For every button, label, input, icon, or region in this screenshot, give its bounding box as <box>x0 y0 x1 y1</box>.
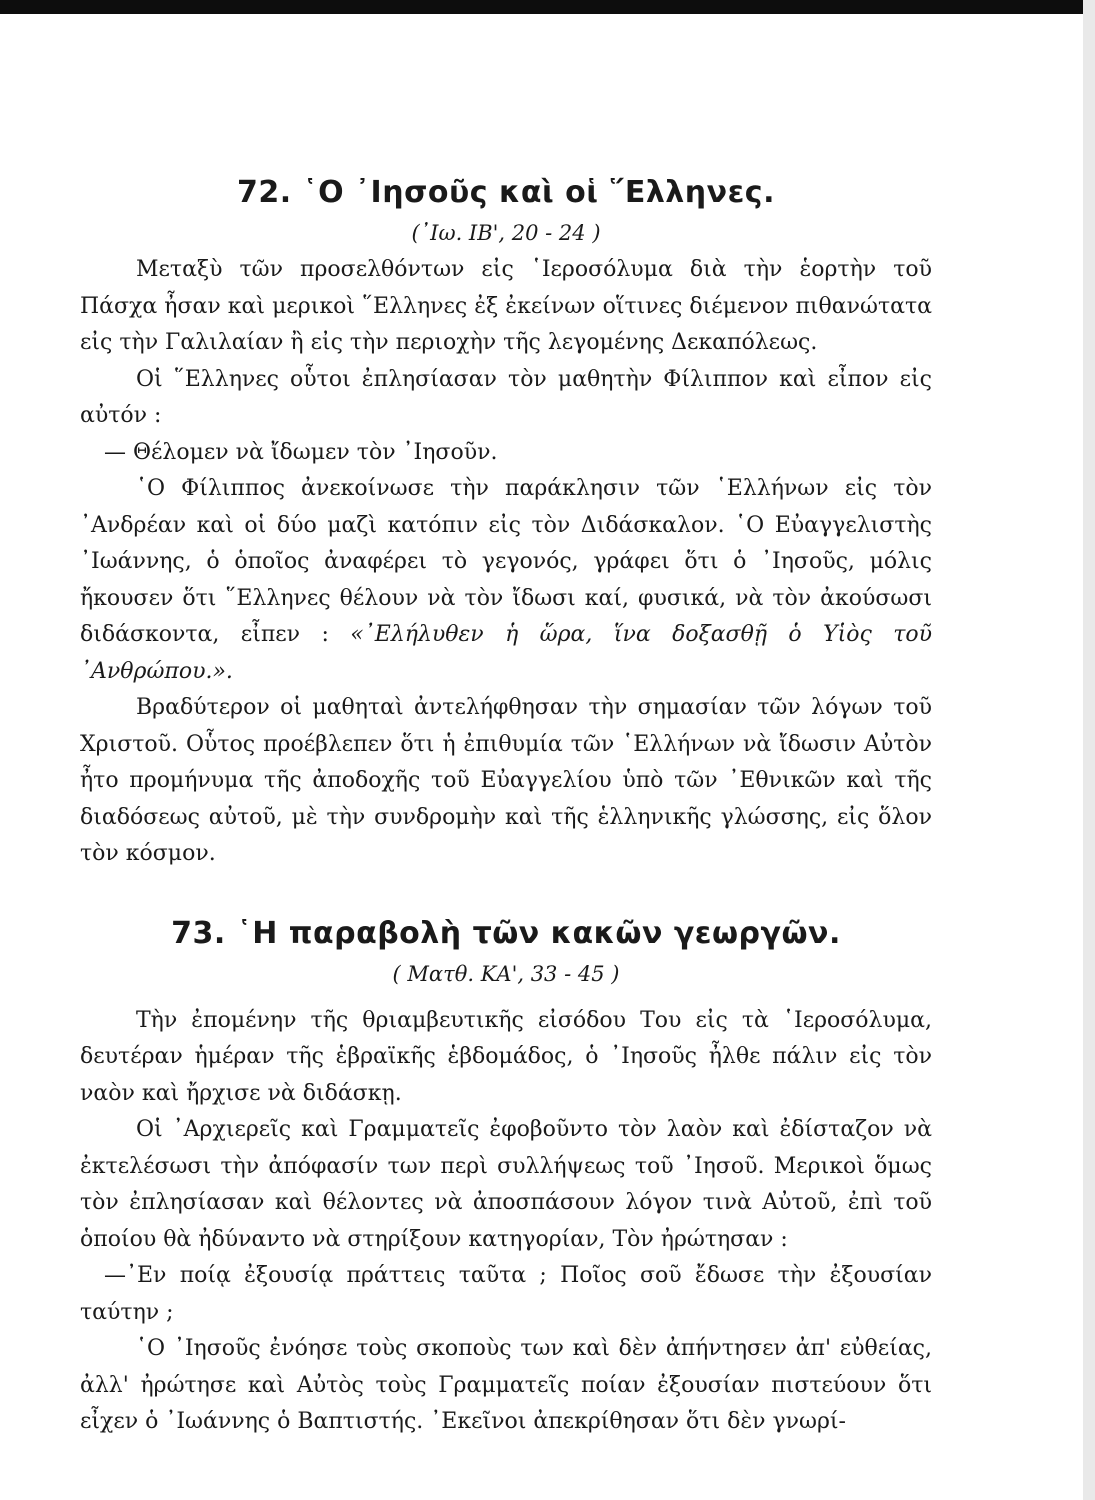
paragraph: Μεταξὺ τῶν προσελθόντων εἰς ῾Ιεροσόλυμα διὰ τὴν ἑορτὴν τοῦ Πάσχα ἦσαν καὶ μερικοὶ ῞Ελληνες ἐξ ἐκείνων οἵτινες διέμενον πιθανώτατα εἰς τὴν Γαλιλαίαν ἢ εἰς τὴν περιοχὴν τῆς λεγομένης Δεκαπόλεως. <box>80 257 932 355</box>
dialogue-line: — Θέλομεν νὰ ἴδωμεν τὸν ᾿Ιησοῦν. <box>104 439 498 465</box>
book-page <box>80 170 932 1441</box>
paragraph: Οἱ ῞Ελληνες οὗτοι ἐπλησίασαν τὸν μαθητὴν Φίλιππον καὶ εἶπον εἰς αὐτόν : <box>80 366 932 428</box>
paragraph <box>80 471 932 690</box>
scan-right-edge <box>1083 0 1095 1500</box>
quotation: «᾿Ελήλυθεν ἡ ὥρα, ἵνα δοξασθῇ ὁ Υἱὸς τοῦ ᾿Ανθρώπου.». <box>80 622 932 684</box>
paragraph-text: ῾Ο Φίλιππος ἀνεκοίνωσε τὴν παράκλησιν τῶν ῾Ελλήνων εἰς τὸν ᾿Ανδρέαν καὶ οἱ δύο μαζὶ κατόπιν εἰς τὸν Διδάσκαλον. ῾Ο Εὐαγγελιστὴς ᾿Ιωάννης, ὁ ὁποῖος ἀναφέρει τὸ γεγονός, γράφει ὅτι ὁ ᾿Ιησοῦς, μόλις ἤκουσεν ὅτι ῞Ελληνες θέλουν νὰ τὸν ἴδωσι καί, φυσικά, νὰ τὸν ἀκούσωσι διδάσκοντα, εἶπεν : <box>80 476 932 647</box>
dialogue-line: —᾿Εν ποίᾳ ἐξουσίᾳ πράττεις ταῦτα ; Ποῖος σοῦ ἔδωσε τὴν ἐξουσίαν ταύτην ; <box>80 1263 932 1325</box>
section-title: 73. ῾Η παραβολὴ τῶν κακῶν γεωργῶν. <box>171 915 841 951</box>
paragraph: Βραδύτερον οἱ μαθηταὶ ἀντελήφθησαν τὴν σημασίαν τῶν λόγων τοῦ Χριστοῦ. Οὗτος προέβλεπεν ὅτι ἡ ἐπιθυμία τῶν ῾Ελλήνων νὰ ἴδωσιν Αὐτὸν ἦτο προμήνυμα τῆς ἀποδοχῆς τοῦ Εὐαγγελίου ὑπὸ τῶν ᾿Εθνικῶν καὶ τῆς διαδόσεως αὐτοῦ, μὲ τὴν συνδρομὴν καὶ τῆς ἑλληνικῆς γλώσσης, εἰς ὅλον τὸν κόσμον. <box>80 695 932 866</box>
scan-top-border <box>0 0 1095 14</box>
scripture-reference: ( Ματθ. ΚΑ', 33 - 45 ) <box>392 961 620 986</box>
scripture-reference: (᾿Ιω. ΙΒ', 20 - 24 ) <box>411 221 601 245</box>
section-72 <box>80 170 932 873</box>
paragraph: ῾Ο ᾿Ιησοῦς ἐνόησε τοὺς σκοποὺς των καὶ δὲν ἀπήντησεν ἀπ' εὐθείας, ἀλλ' ἠρώτησε καὶ Αὐτὸς τοὺς Γραμματεῖς ποίαν ἐξουσίαν πιστεύουν ὅτι εἶχεν ὁ ᾿Ιωάννης ὁ Βαπτιστής. ᾿Εκεῖνοι ἀπεκρίθησαν ὅτι δὲν γνωρί- <box>80 1336 932 1434</box>
paragraph: Τὴν ἐπομένην τῆς θριαμβευτικῆς εἰσόδου Του εἰς τὰ ῾Ιεροσόλυμα, δευτέραν ἡμέραν τῆς ἑβραϊκῆς ἑβδομάδος, ὁ ᾿Ιησοῦς ἦλθε πάλιν εἰς τὸν ναὸν καὶ ἤρχισε νὰ διδάσκῃ. <box>80 1007 932 1106</box>
section-73 <box>80 911 932 1441</box>
paragraph: Οἱ ᾿Αρχιερεῖς καὶ Γραμματεῖς ἐφοβοῦντο τὸν λαὸν καὶ ἐδίσταζον νὰ ἐκτελέσωσι τὴν ἀπόφασίν των περὶ συλλήψεως τοῦ ᾿Ιησοῦ. Μερικοὶ ὅμως τὸν ἐπλησίασαν καὶ θέλοντες νὰ ἀποσπάσουν λόγον τινὰ Αὐτοῦ, ἐπὶ τοῦ ὁποίου θὰ ἠδύναντο νὰ στηρίξουν κατηγορίαν, Τὸν ἠρώτησαν : <box>80 1117 932 1252</box>
section-title: 72. ῾Ο ᾿Ιησοῦς καὶ οἱ ῞Ελληνες. <box>237 175 775 210</box>
